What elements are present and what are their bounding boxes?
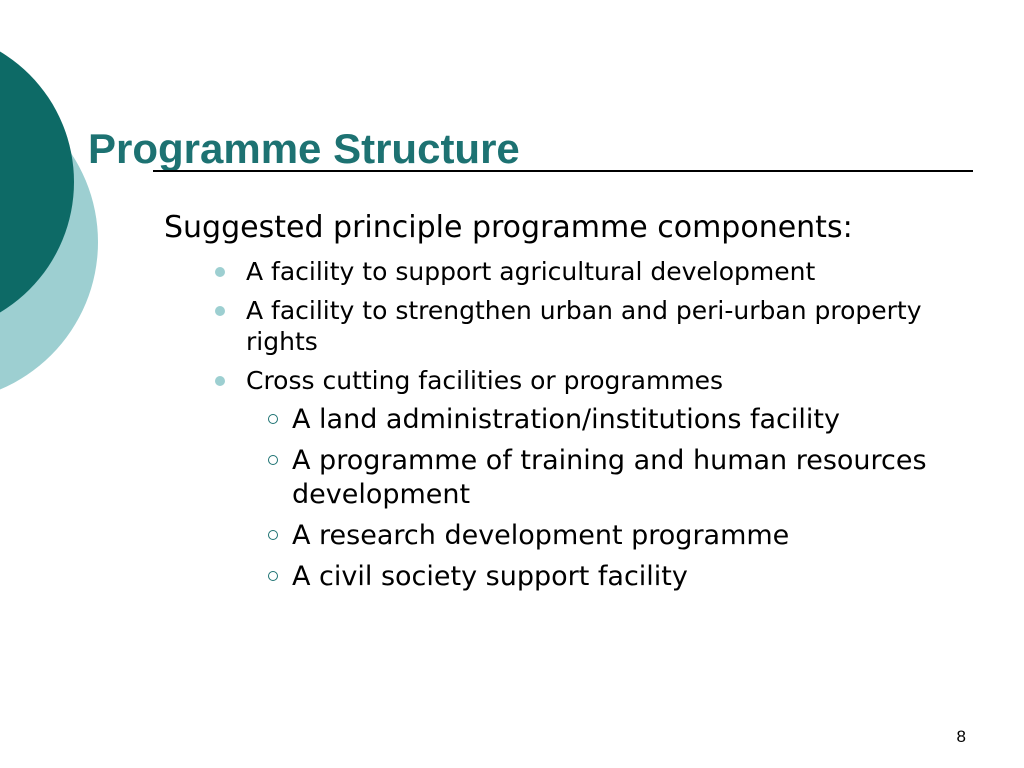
bullet-text: Cross cutting facilities or programmes <box>246 366 724 395</box>
page-number: 8 <box>956 727 966 746</box>
bullet-text: A facility to support agricultural development <box>246 257 816 286</box>
filled-circle-bullet-icon <box>215 306 225 316</box>
bullet-item <box>246 365 946 396</box>
sub-bullet-text: A land administration/institutions facility <box>292 404 840 435</box>
filled-circle-bullet-icon <box>215 267 225 277</box>
slide-title: Programme Structure <box>88 125 520 172</box>
sub-bullet-item <box>292 444 942 512</box>
sub-bullet-item <box>292 519 942 553</box>
hollow-circle-bullet-icon <box>268 530 278 540</box>
hollow-circle-bullet-icon <box>268 455 278 465</box>
bullet-item <box>246 256 946 287</box>
decorative-circles <box>0 0 120 420</box>
sub-bullet-text: A programme of training and human resources development <box>292 445 927 510</box>
intro-text: Suggested principle programme components: <box>164 210 853 245</box>
bullet-text: A facility to strengthen urban and peri-urban property rights <box>246 296 922 356</box>
filled-circle-bullet-icon <box>215 376 225 386</box>
sub-bullet-text: A research development programme <box>292 520 790 551</box>
bullet-item <box>246 295 946 357</box>
slide-body <box>164 208 964 594</box>
hollow-circle-bullet-icon <box>268 571 278 581</box>
sub-bullet-item <box>292 560 942 594</box>
sub-bullet-text: A civil society support facility <box>292 561 688 592</box>
title-underline <box>153 170 973 172</box>
sub-bullet-item <box>292 403 942 437</box>
hollow-circle-bullet-icon <box>268 414 278 424</box>
